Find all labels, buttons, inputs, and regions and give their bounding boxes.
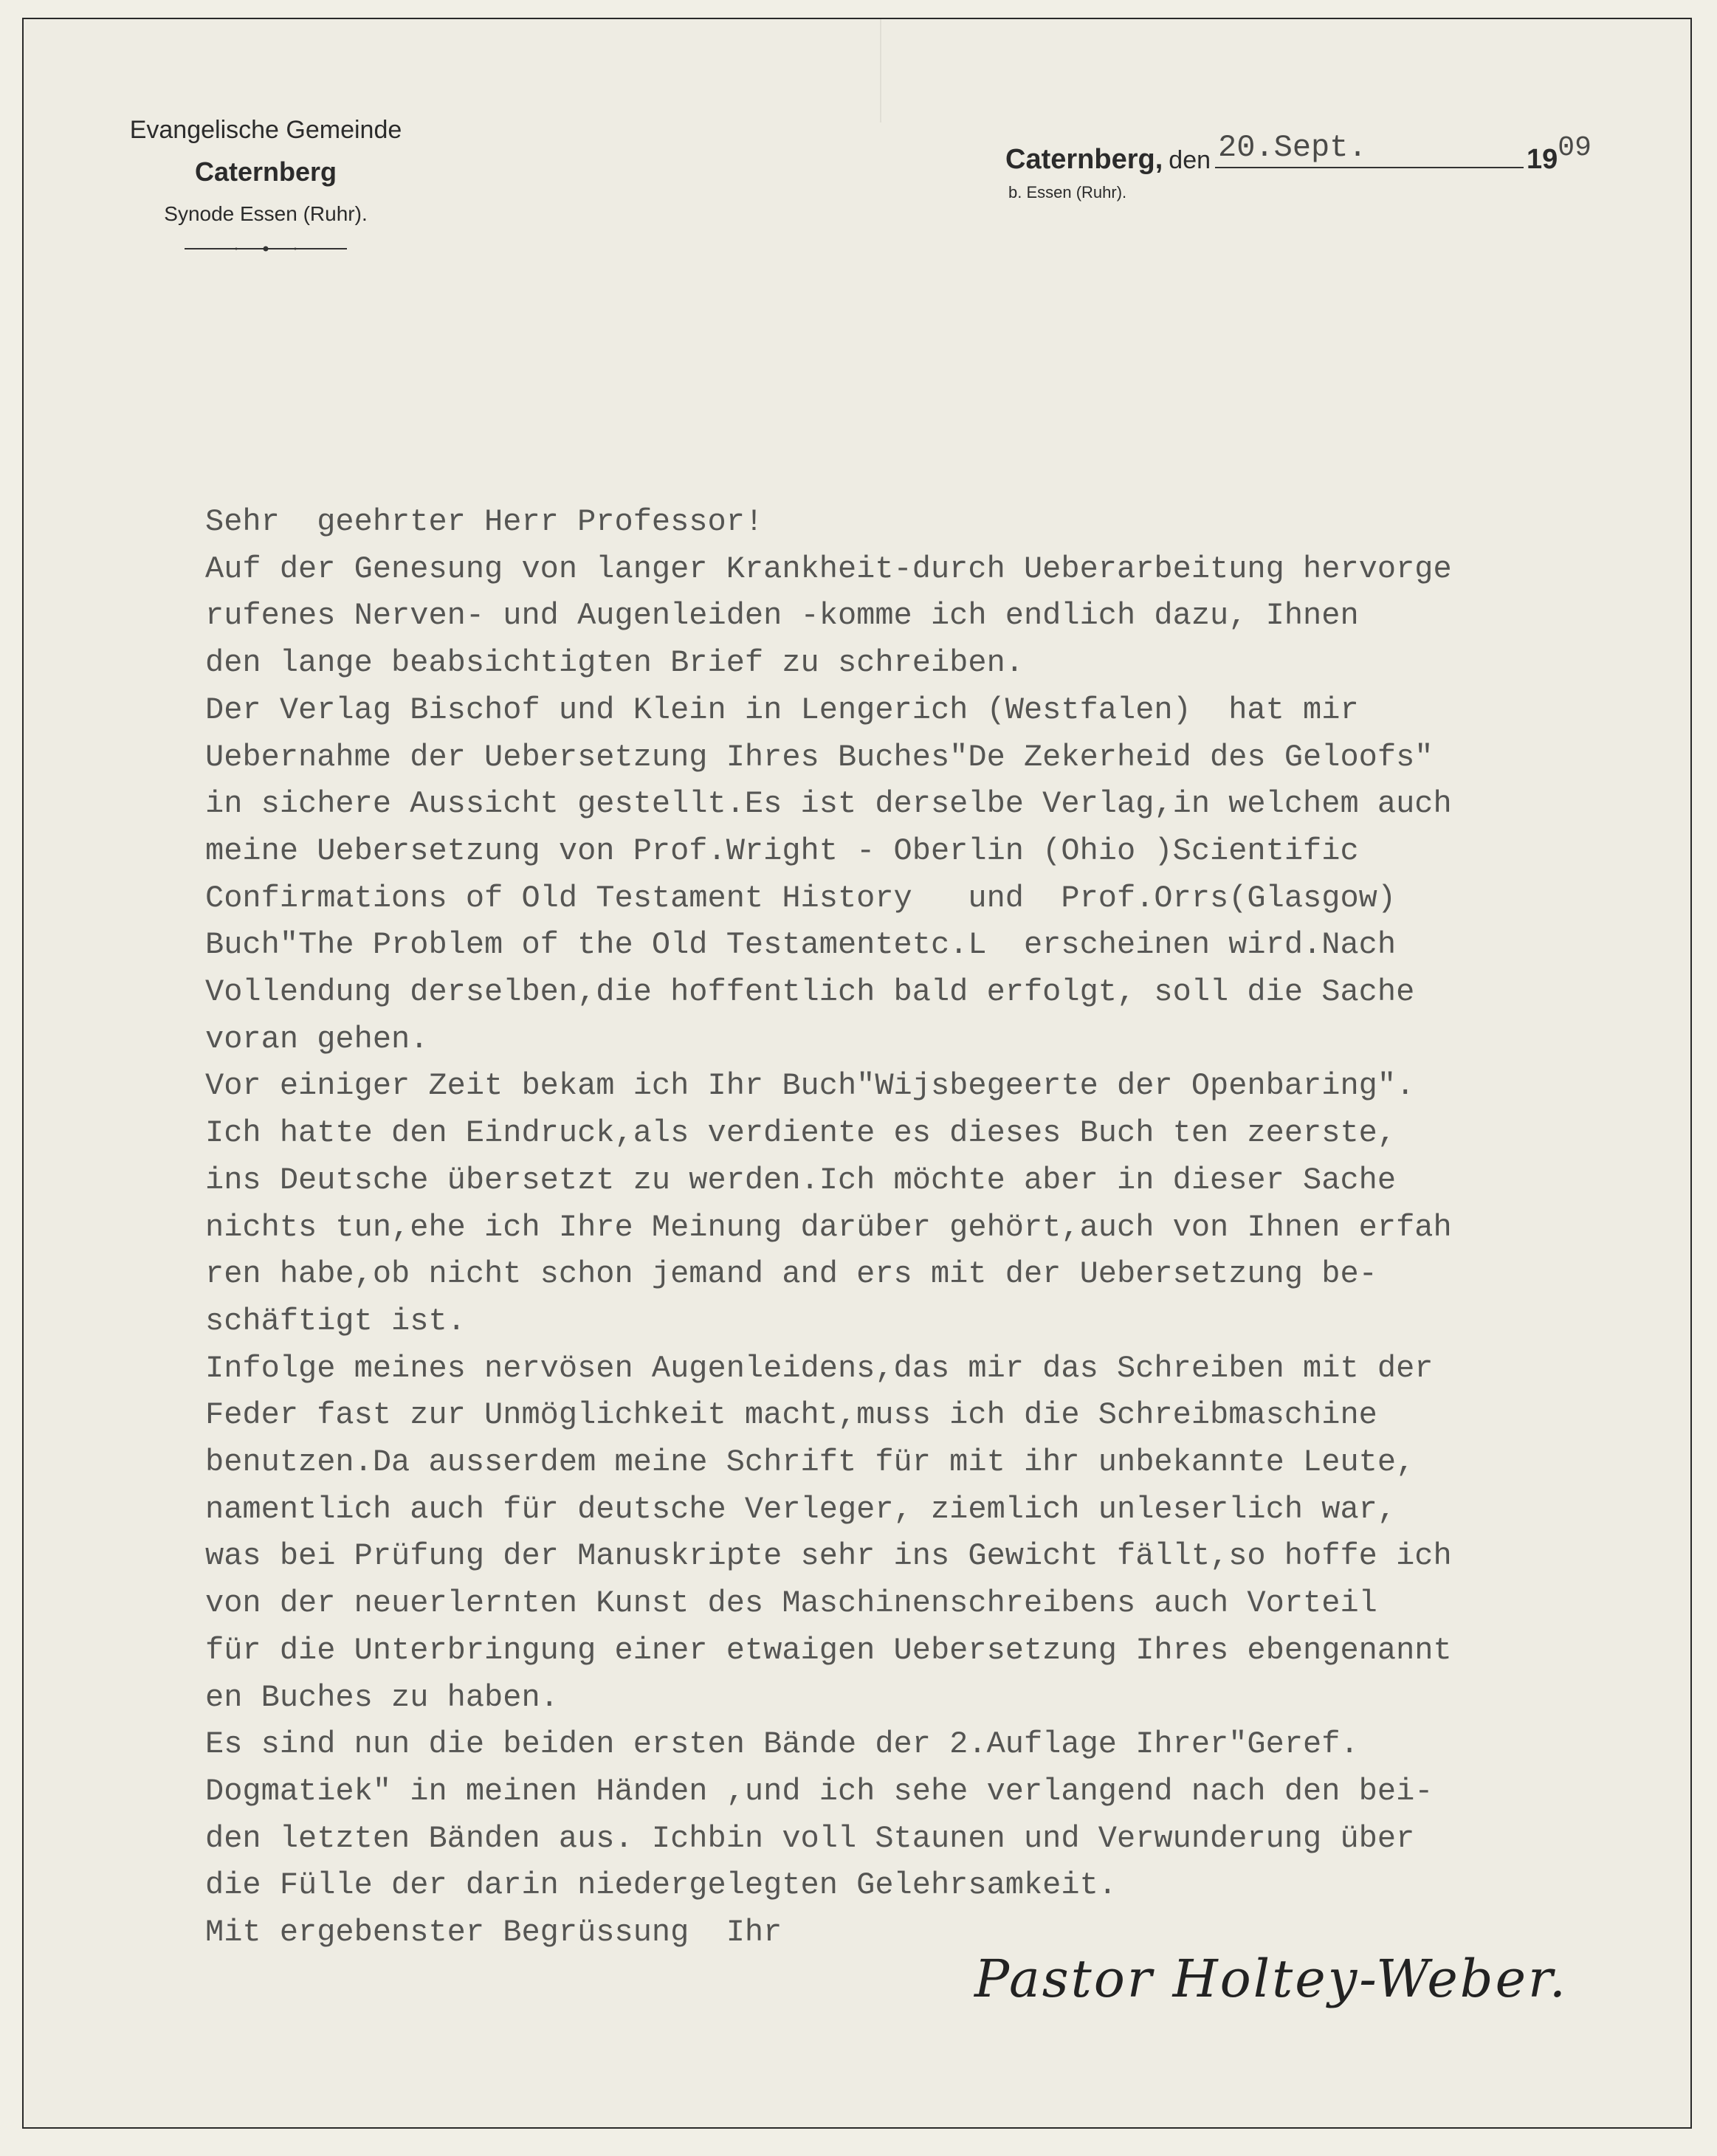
date-field xyxy=(1215,130,1524,168)
body-line: Vor einiger Zeit bekam ich Ihr Buch"Wijsbegeerte der Openbaring". xyxy=(205,1068,1415,1104)
body-line: schäftigt ist. xyxy=(205,1303,466,1339)
body-line: Dogmatiek" in meinen Händen ,und ich sehe verlangend nach den bei- xyxy=(205,1773,1434,1809)
body-line: Infolge meines nervösen Augenleidens,das mir das Schreiben mit der xyxy=(205,1350,1434,1386)
body-line: nichts tun,ehe ich Ihre Meinung darüber gehört,auch von Ihnen erfah xyxy=(205,1209,1452,1245)
body-line: Sehr geehrter Herr Professor! xyxy=(205,504,764,540)
body-line: Es sind nun die beiden ersten Bände der 2.Auflage Ihrer"Geref. xyxy=(205,1726,1359,1763)
body-line: Uebernahme der Uebersetzung Ihres Buches"De Zekerheid des Geloofs" xyxy=(205,739,1434,775)
letter-body xyxy=(205,499,1682,1957)
ornament-divider-icon xyxy=(185,245,347,252)
letterhead-organization: Evangelische Gemeinde xyxy=(129,116,402,144)
dateline xyxy=(1005,130,1592,202)
body-line: in sichere Aussicht gestellt.Es ist derselbe Verlag,in welchem auch xyxy=(205,786,1452,822)
body-line: Ich hatte den Eindruck,als verdiente es dieses Buch ten zeerste, xyxy=(205,1115,1397,1151)
body-line: Buch"The Problem of the Old Testamentetc.L erscheinen wird.Nach xyxy=(205,927,1397,963)
body-line: für die Unterbringung einer etwaigen Uebersetzung Ihres ebengenannt xyxy=(205,1632,1452,1668)
body-line: ins Deutsche übersetzt zu werden.Ich möchte aber in dieser Sache xyxy=(205,1162,1397,1198)
body-line: den letzten Bänden aus. Ichbin voll Staunen und Verwunderung über xyxy=(205,1820,1415,1856)
body-line: en Buches zu haben. xyxy=(205,1679,559,1715)
body-line: Vollendung derselben,die hoffentlich bald erfolgt, soll die Sache xyxy=(205,974,1415,1010)
dateline-place-sub: b. Essen (Ruhr). xyxy=(1008,183,1127,202)
body-line: rufenes Nerven- und Augenleiden -komme ich endlich dazu, Ihnen xyxy=(205,598,1359,634)
body-line: was bei Prüfung der Manuskripte sehr ins Gewicht fällt,so hoffe ich xyxy=(205,1538,1452,1574)
year-suffix: 09 xyxy=(1558,132,1592,164)
body-line: namentlich auch für deutsche Verleger, ziemlich unleserlich war, xyxy=(205,1491,1397,1527)
body-line: von der neuerlernten Kunst des Maschinenschreibens auch Vorteil xyxy=(205,1585,1377,1622)
signature: Pastor Holtey-Weber. xyxy=(974,1949,1569,2009)
body-line: Confirmations of Old Testament History und Prof.Orrs(Glasgow) xyxy=(205,880,1397,916)
dateline-den: den xyxy=(1169,146,1211,174)
body-line: Auf der Genesung von langer Krankheit-durch Ueberarbeitung hervorge xyxy=(205,551,1452,587)
body-line: Der Verlag Bischof und Klein in Lengerich (Westfalen) hat mir xyxy=(205,692,1359,728)
letterhead xyxy=(111,111,421,252)
letterhead-synod: Synode Essen (Ruhr). xyxy=(164,202,368,225)
body-line: benutzen.Da ausserdem meine Schrift für mit ihr unbekannte Leute, xyxy=(205,1444,1415,1481)
fold-crease xyxy=(880,19,881,123)
body-line: Mit ergebenster Begrüssung Ihr xyxy=(205,1915,782,1951)
body-line: den lange beabsichtigten Brief zu schreiben. xyxy=(205,645,1024,681)
body-line: voran gehen. xyxy=(205,1021,429,1057)
body-line: ren habe,ob nicht schon jemand and ers mit der Uebersetzung be- xyxy=(205,1256,1377,1292)
letterhead-city: Caternberg xyxy=(194,156,337,187)
dateline-place: Caternberg, xyxy=(1005,144,1163,175)
body-line: meine Uebersetzung von Prof.Wright - Oberlin (Ohio )Scientific xyxy=(205,833,1359,869)
date-typed: 20.Sept. xyxy=(1218,130,1367,165)
body-line: die Fülle der darin niedergelegten Gelehrsamkeit. xyxy=(205,1867,1118,1904)
body-line: Feder fast zur Unmöglichkeit macht,muss ich die Schreibmaschine xyxy=(205,1397,1377,1433)
year-prefix: 19 xyxy=(1527,144,1558,175)
